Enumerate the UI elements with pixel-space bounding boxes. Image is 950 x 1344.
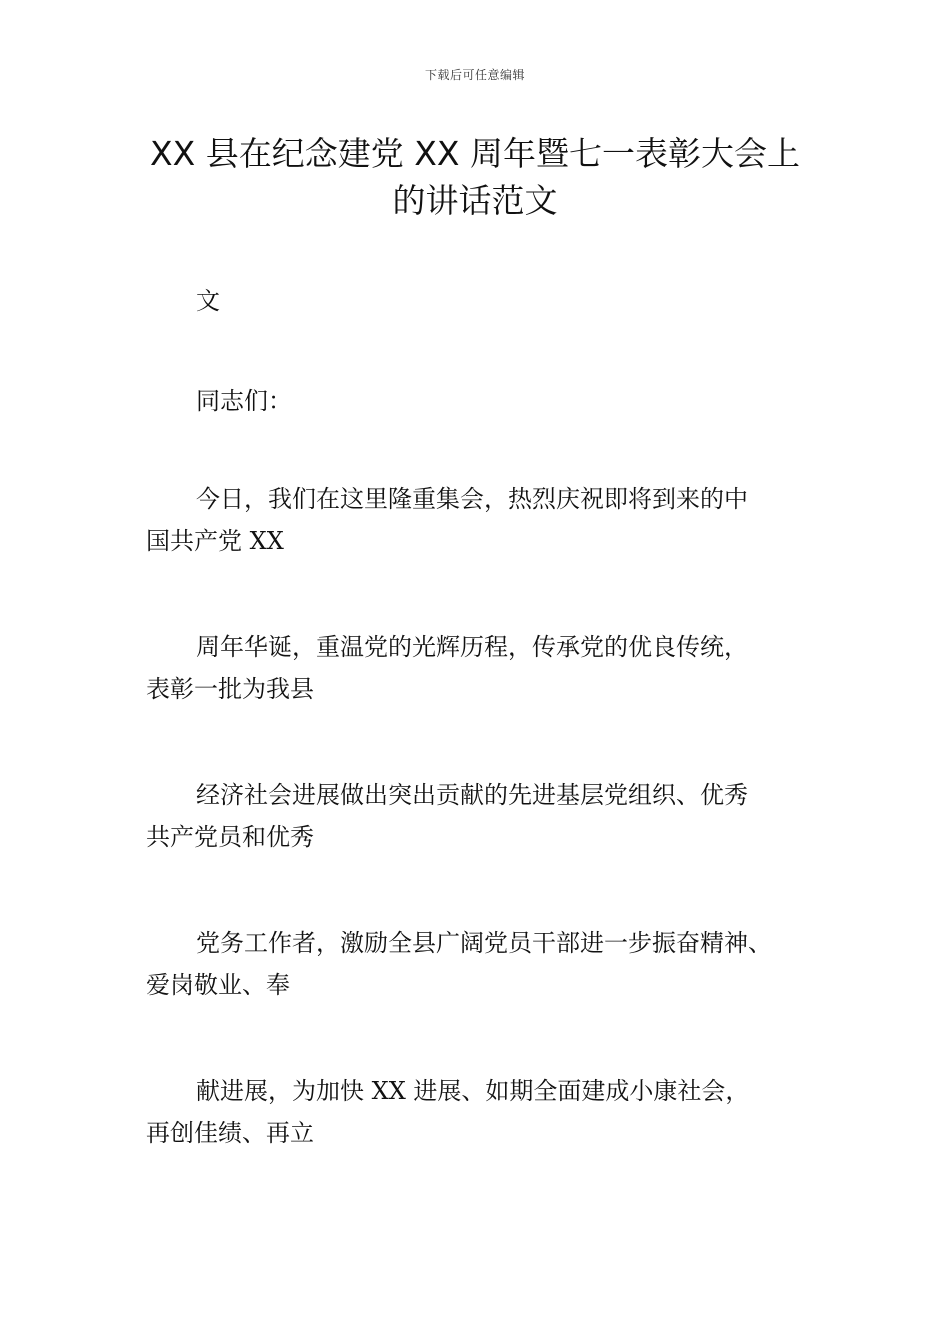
title-line-1: XX 县在纪念建党 XX 周年暨七一表彰大会上: [150, 134, 800, 173]
paragraph: [146, 774, 836, 858]
paragraph-text: 文: [196, 287, 220, 315]
paragraph-line-2: 国共产党 XX: [146, 527, 284, 555]
paragraph-line-1: 献进展，为加快 XX 进展、如期全面建成小康社会，: [196, 1077, 750, 1105]
paragraph: [146, 1070, 836, 1154]
title-line-2: 的讲话范文: [392, 181, 558, 220]
paragraph: [146, 922, 836, 1006]
document-title: [120, 130, 830, 224]
paragraph-line-1: 周年华诞，重温党的光辉历程，传承党的优良传统，: [196, 633, 748, 661]
header-note: 下载后可任意编辑: [424, 68, 525, 82]
paragraph-line-1: 党务工作者，激励全县广阔党员干部进一步振奋精神、: [196, 929, 772, 957]
paragraph: [146, 478, 836, 562]
paragraph: [146, 626, 836, 710]
paragraph-line-2: 爱岗敬业、奉: [146, 971, 290, 999]
paragraph-author: [146, 280, 836, 322]
paragraph-line-1: 经济社会进展做出突出贡献的先进基层党组织、优秀: [196, 781, 748, 809]
paragraph-line-1: 今日，我们在这里隆重集会，热烈庆祝即将到来的中: [196, 485, 748, 513]
paragraph-line-2: 表彰一批为我县: [146, 675, 314, 703]
paragraph-line-2: 共产党员和优秀: [146, 823, 314, 851]
paragraph-salutation: [146, 380, 836, 422]
paragraph-line-2: 再创佳绩、再立: [146, 1119, 314, 1147]
paragraph-text: 同志们：: [196, 387, 292, 415]
